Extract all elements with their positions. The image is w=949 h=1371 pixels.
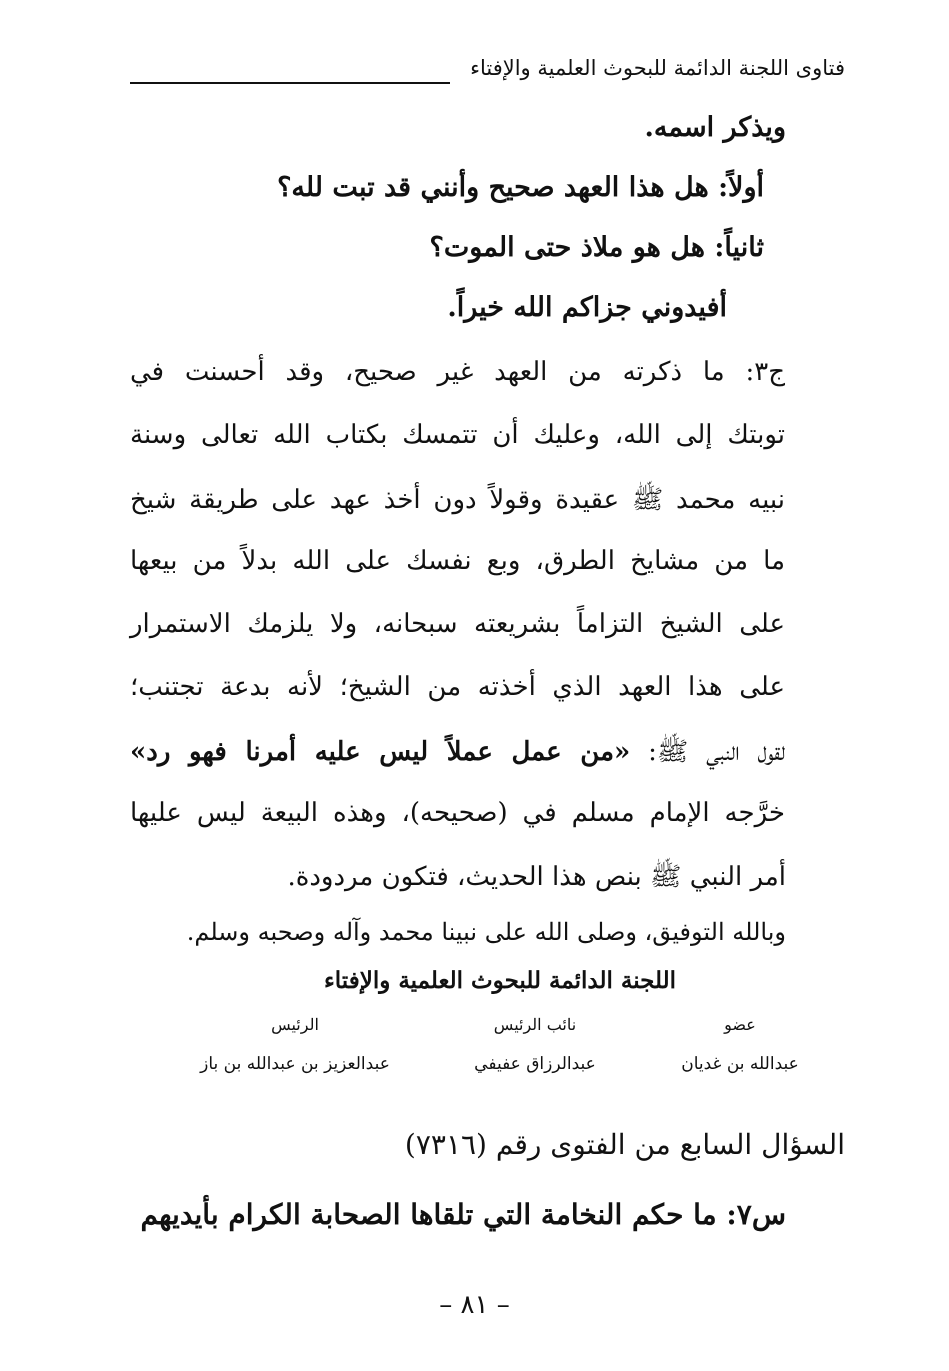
running-title: فتاوى اللجنة الدائمة للبحوث العلمية والإفتاء bbox=[470, 56, 845, 80]
answer-line-5: على الشيخ التزاماً بشريعته سبحانه، ولا يلزمك الاستمرار bbox=[130, 609, 785, 639]
answer-line-6: على هذا العهد الذي أخذته من الشيخ؛ لأنه بدعة تجتنب؛ bbox=[130, 672, 785, 702]
question-line-2: أولاً: هل هذا العهد صحيح وأنني قد تبت لله؟ bbox=[277, 172, 764, 203]
signatory-vice-chairman bbox=[450, 1015, 620, 1074]
hadith-quote: «من عمل عملاً ليس عليه أمرنا فهو رد» bbox=[130, 737, 631, 767]
hadith-intro: لقول النبي ﷺ: bbox=[648, 737, 785, 767]
signatory-name: عبدالرزاق عفيفي bbox=[474, 1054, 596, 1074]
answer-line-4: ما من مشايخ الطرق، وبع نفسك على الله بدلاً من بيعها bbox=[130, 546, 785, 576]
signatory-chairman bbox=[180, 1015, 410, 1074]
answer-line-9: أمر النبي ﷺ بنص هذا الحديث، فتكون مردودة. bbox=[287, 862, 786, 892]
closing-line: وبالله التوفيق، وصلى الله على نبينا محمد وآله وصحبه وسلم. bbox=[186, 918, 786, 946]
answer-hadith-line bbox=[130, 735, 785, 773]
page-number: – ٨١ – bbox=[439, 1290, 510, 1320]
header-rule bbox=[130, 82, 450, 84]
answer-line-3: نبيه محمد ﷺ عقيدة وقولاً دون أخذ عهد على طريقة شيخ bbox=[130, 485, 785, 515]
signatory-member bbox=[660, 1015, 820, 1074]
question-line-1: ويذكر اسمه. bbox=[644, 112, 786, 143]
next-question-line: س٧: ما حكم النخامة التي تلقاها الصحابة الكرام بأيديهم bbox=[140, 1198, 786, 1231]
signatory-name: عبدالعزيز بن عبدالله بن باز bbox=[200, 1054, 390, 1074]
answer-line-8: خرَّجه الإمام مسلم في (صحيحه)، وهذه البيعة ليس عليها bbox=[130, 798, 785, 828]
signatory-name: عبدالله بن غديان bbox=[681, 1054, 799, 1074]
running-header bbox=[130, 52, 845, 92]
signatory-role: الرئيس bbox=[271, 1015, 319, 1034]
signatory-role: نائب الرئيس bbox=[493, 1015, 577, 1034]
answer-line-1: ج٣: ما ذكرته من العهد غير صحيح، وقد أحسنت في bbox=[130, 357, 785, 387]
question-line-3: ثانياً: هل هو ملاذ حتى الموت؟ bbox=[429, 232, 764, 263]
signatory-role: عضو bbox=[724, 1015, 756, 1034]
next-question-title: السؤال السابع من الفتوى رقم (٧٣١٦) bbox=[404, 1128, 845, 1161]
question-line-4: أفيدوني جزاكم الله خيراً. bbox=[447, 292, 727, 323]
committee-name: اللجنة الدائمة للبحوث العلمية والإفتاء bbox=[323, 967, 677, 994]
answer-line-2: توبتك إلى الله، وعليك أن تتمسك بكتاب الله تعالى وسنة bbox=[130, 420, 785, 450]
